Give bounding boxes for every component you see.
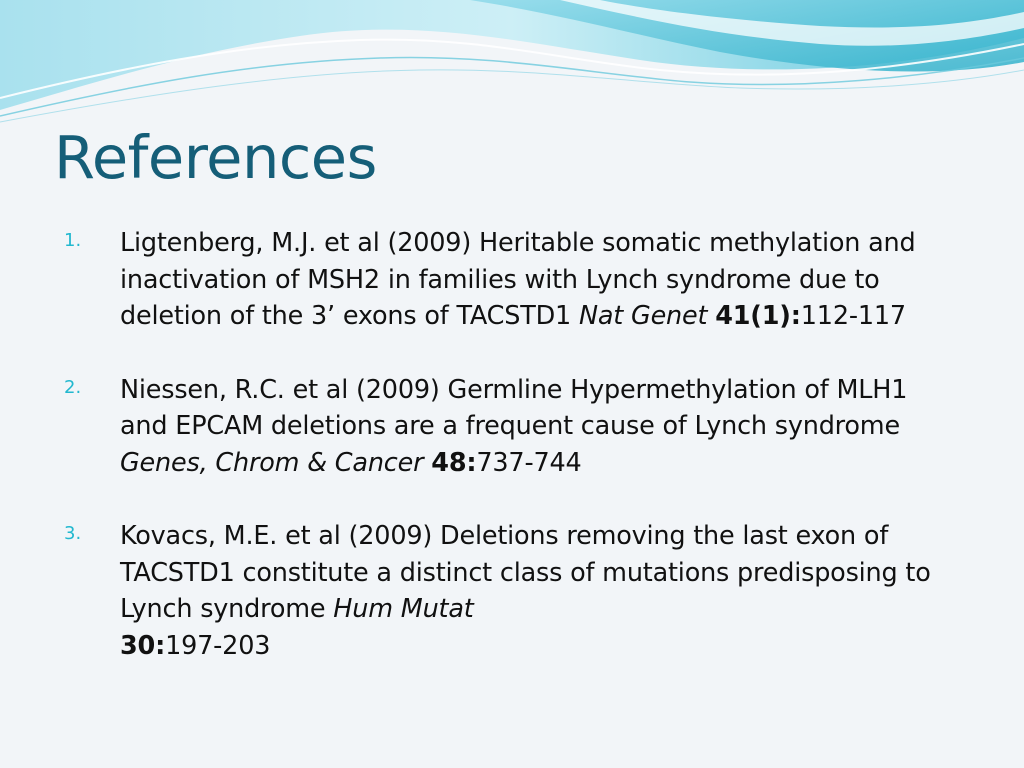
reference-number: 2.: [64, 376, 82, 398]
reference-journal: Nat Genet: [579, 301, 708, 331]
reference-item: [0, 518, 950, 664]
reference-journal: Genes, Chrom & Cancer: [120, 447, 424, 478]
reference-number: 1.: [64, 230, 82, 251]
reference-pages: 737-744: [476, 447, 582, 478]
reference-citation: Kovacs, M.E. et al (2009) Deletions removing the last exon of TACSTD1 constitute a distinct class of mutations predisposing to Lynch syndrome: [120, 521, 931, 624]
reference-pages: 112-117: [800, 301, 906, 331]
reference-item: [0, 372, 950, 482]
reference-text: [120, 225, 950, 335]
reference-volume: 48:: [431, 447, 477, 478]
reference-text: [120, 518, 950, 664]
reference-journal: Hum Mutat: [333, 594, 474, 624]
slide-title: References: [54, 123, 377, 192]
reference-list: [0, 225, 1024, 701]
reference-volume: 41(1):: [715, 301, 801, 331]
reference-volume: 30:: [120, 630, 166, 661]
wave-line-thin: [0, 70, 1024, 122]
reference-citation: Ligtenberg, M.J. et al (2009) Heritable somatic methylation and inactivation of MSH2 in families with Lynch syndrome due to deletion of the 3’ exons of TACSTD1: [120, 228, 916, 331]
reference-pages: 197-203: [165, 630, 271, 661]
header-wave-decoration: [0, 0, 1024, 130]
reference-item: [0, 225, 950, 335]
reference-citation: Niessen, R.C. et al (2009) Germline Hypermethylation of MLH1 and EPCAM deletions are a frequent cause of Lynch syndrome: [120, 374, 908, 441]
reference-text: [120, 372, 950, 482]
reference-number: 3.: [64, 523, 82, 544]
